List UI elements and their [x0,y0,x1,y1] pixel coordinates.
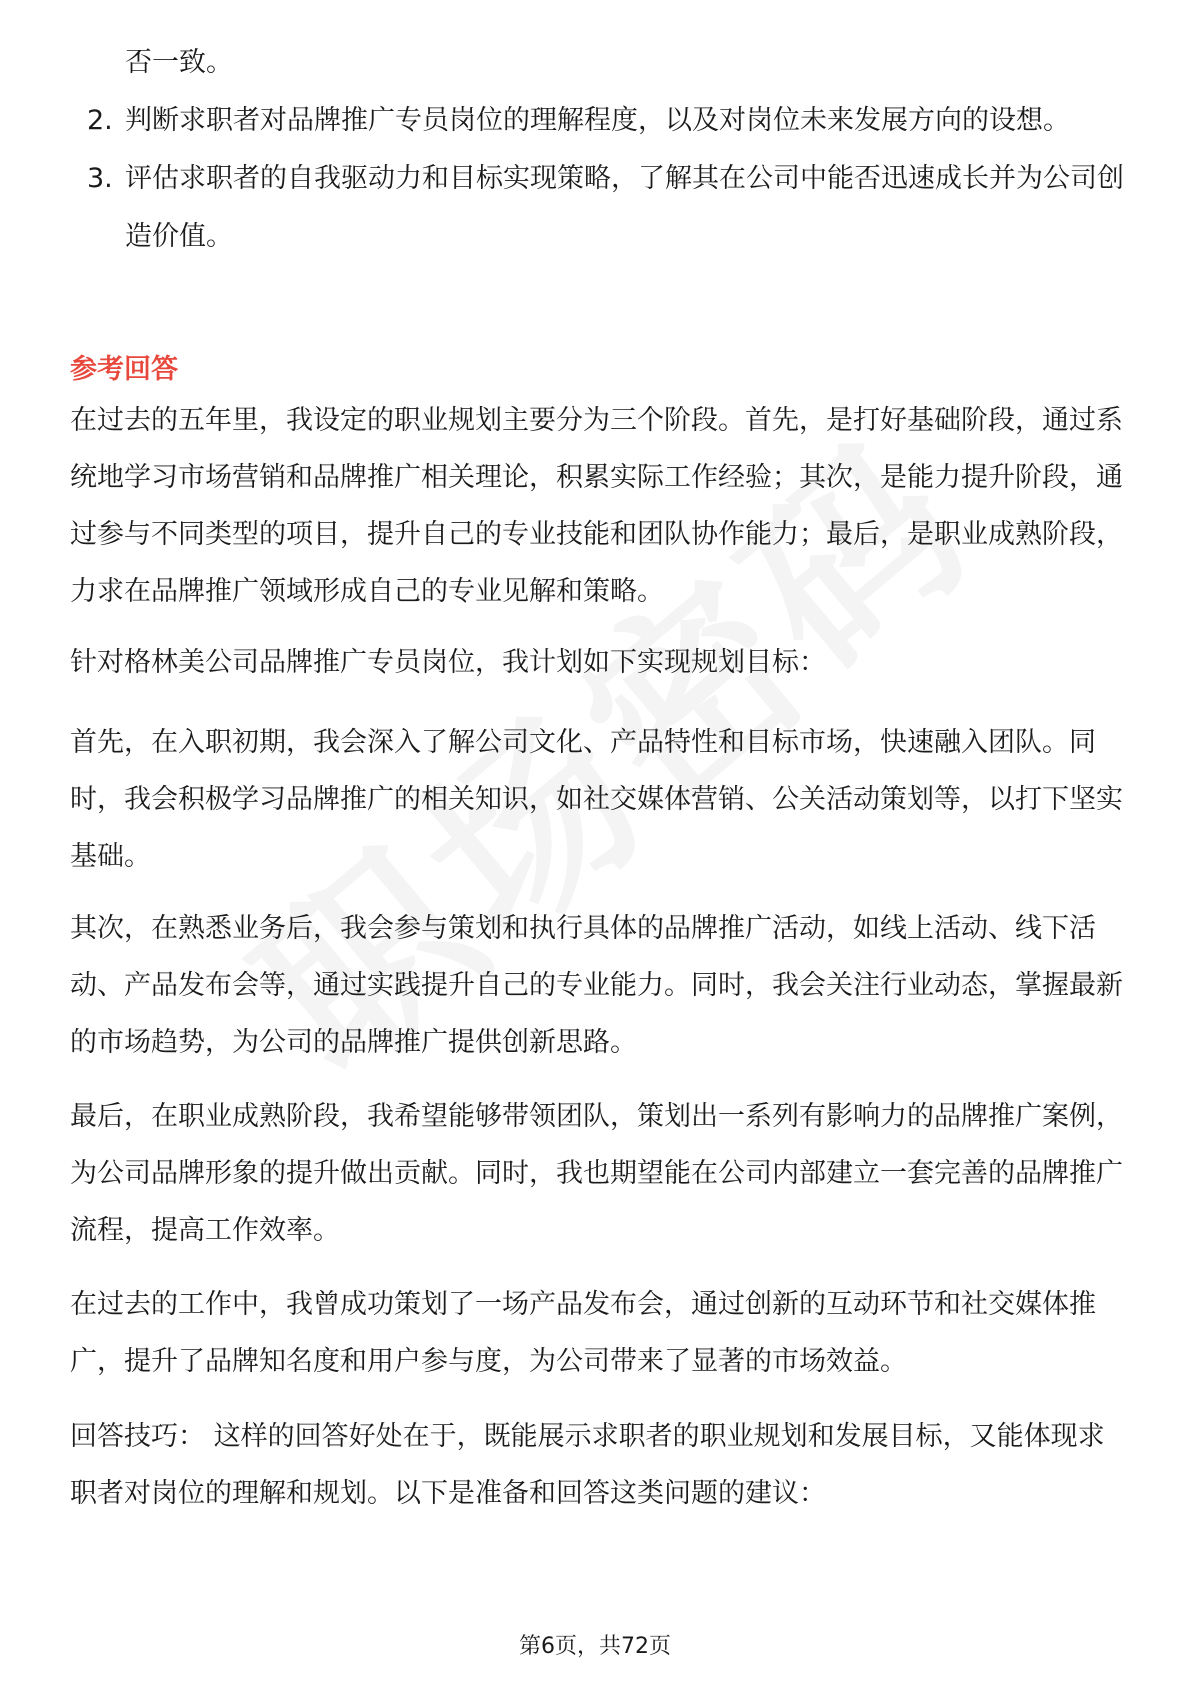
paragraph: 针对格林美公司品牌推广专员岗位，我计划如下实现规划目标： [70,647,826,678]
page-number: 第6页，共72页 [519,1634,671,1659]
paragraph: 最后，在职业成熟阶段，我希望能够带领团队，策划出一系列有影响力的品牌推广案例，为公司品牌形象的提升做出贡献。同时，我也期望能在公司内部建立一套完善的品牌推广流程，提高工作效率。 [70,1101,1123,1246]
list-number: 3. [87,163,113,194]
paragraph: 其次，在熟悉业务后，我会参与策划和执行具体的品牌推广活动，如线上活动、线下活动、产品发布会等，通过实践提升自己的专业能力。同时，我会关注行业动态，掌握最新的市场趋势，为公司的品牌推广提供创新思路。 [70,913,1123,1058]
list-text: 评估求职者的自我驱动力和目标实现策略，了解其在公司中能否迅速成长并为公司创造价值。 [125,163,1124,252]
list-continuation: 否一致。 [125,47,233,78]
list-number: 2. [87,105,113,136]
paragraph: 回答技巧： 这样的回答好处在于，既能展示求职者的职业规划和发展目标，又能体现求职者对岗位的理解和规划。以下是准备和回答这类问题的建议： [70,1421,1105,1509]
paragraph: 首先，在入职初期，我会深入了解公司文化、产品特性和目标市场，快速融入团队。同时，我会积极学习品牌推广的相关知识，如社交媒体营销、公关活动策划等，以打下坚实基础。 [70,727,1123,872]
paragraph: 在过去的工作中，我曾成功策划了一场产品发布会，通过创新的互动环节和社交媒体推广，提升了品牌知名度和用户参与度，为公司带来了显著的市场效益。 [70,1289,1096,1377]
list-text: 判断求职者对品牌推广专员岗位的理解程度，以及对岗位未来发展方向的设想。 [125,105,1070,136]
list-item [70,92,1130,150]
section-heading: 参考回答 [70,354,178,385]
list-item [70,150,1130,266]
numbered-list [70,92,1130,266]
paragraph: 在过去的五年里，我设定的职业规划主要分为三个阶段。首先，是打好基础阶段，通过系统地学习市场营销和品牌推广相关理论，积累实际工作经验；其次，是能力提升阶段，通过参与不同类型的项目，提升自己的专业技能和团队协作能力；最后，是职业成熟阶段，力求在品牌推广领域形成自己的专业见解和策略。 [70,405,1123,607]
